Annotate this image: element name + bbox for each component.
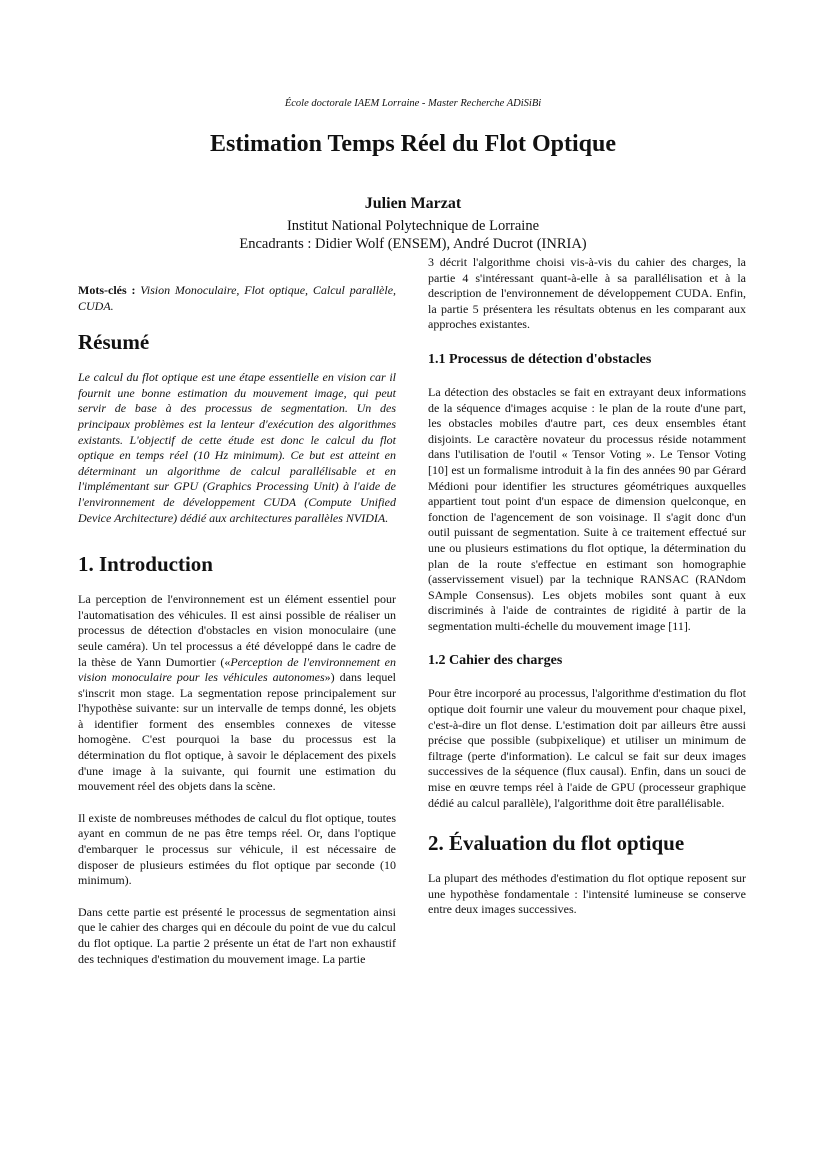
intro-p1-start: La perception de l'environnement est un élément essentiel pour l'automatisation des véhicules. Il est ainsi possible de réaliser un processus de détection d'obstacles en vision monoculaire (une seule caméra). Un tel processus a été développé dans le cadre de la thèse de Yann Dumortier (« (78, 592, 396, 669)
page-title: Estimation Temps Réel du Flot Optique (209, 131, 617, 157)
heading-resume: Résumé (78, 330, 150, 355)
keywords-text: Vision Monoculaire, Flot optique, Calcul parallèle, CUDA. (78, 283, 397, 313)
section-1-2-text: Pour être incorporé au processus, l'algorithme d'estimation du flot optique doit fournir une valeur du mouvement pour chaque pixel, c'est-à-dire un flot dense. L'estimation doit par ailleurs être aussi précise que possible (subpixelique) et utiliser un minimum de filtrage (perte d'information). Le calcul se fait sur deux images successives de la séquence (flux causal). Enfin, dans un souci de mise en œuvre temps réel à l'aide de GPU (processeur graphique dédié au calcul parallèle), l'algorithme doit être parallélisable. (428, 686, 746, 810)
intro-paragraph-3-end: 3 décrit l'algorithme choisi vis-à-vis du cahier des charges, la partie 4 s'intéressant quant-à-elle à sa parallélisation et à la description de l'environnement de développement CUDA. Enfin, la partie 5 présentera les résultats obtenus en les comparant aux approches existantes. (428, 255, 746, 332)
intro-paragraph-2: Il existe de nombreuses méthodes de calcul du flot optique, toutes ayant en commun de ne pas être temps réel. Or, dans l'optique d'embarquer le processus sur véhicule, il est nécessaire de disposer de plusieurs estimées du flot optique par seconde (10 minimum). (78, 810, 396, 888)
author-name: Julien Marzat (364, 195, 462, 212)
intro-p1-thesis-title: Perception de l'environnement en vision monoculaire pour les véhicules autonomes (78, 654, 396, 685)
section-2-text: La plupart des méthodes d'estimation du flot optique reposent sur une hypothèse fondamentale : l'intensité lumineuse se conserve entre deux images successives. (428, 871, 746, 917)
left-column (78, 283, 396, 983)
heading-section-1-2: 1.2 Cahier des charges (428, 653, 563, 669)
intro-p1-end: ») dans lequel s'inscrit mon stage. La segmentation repose principalement sur l'hypothèse suivante: sur un intervalle de temps donné, les objets à identifier forment des ensembles connexes de vitesse homogène. C'est pourquoi la base du processus est la détermination du flot optique, à savoir le déplacement des pixels d'une image à la suivante, qui fournit une estimation du mouvement réel des objets dans la scène. (78, 670, 397, 794)
author-affiliation: Institut National Polytechnique de Lorraine (286, 218, 540, 234)
supervisors-line: Encadrants : Didier Wolf (ENSEM), André Ducrot (INRIA) (239, 236, 587, 252)
heading-section-1-1: 1.1 Processus de détection d'obstacles (428, 351, 652, 367)
heading-section-2: 2. Évaluation du flot optique (428, 831, 685, 856)
keywords (78, 283, 396, 314)
heading-introduction: 1. Introduction (78, 552, 213, 577)
keywords-label: Mots-clés : (78, 283, 136, 297)
section-1-1-text: La détection des obstacles se fait en extrayant deux informations de la séquence d'images acquise : le plan de la route d'une part, les obstacles mobiles d'autre part, ces deux ensembles étant disjoints. Le caractère novateur du processus réside notamment dans l'utilisation de l'outil « Tensor Voting ». Le Tensor Voting [10] est un formalisme introduit à la fin des années 90 par Gérard Médioni pour identifier les structures géométriques auxquelles appartient tout point d'un espace de dimension quelconque, en fonction de l'agencement de son voisinage. Il s'agit donc d'un outil puissant de segmentation. Suite à ce traitement effectué sur une ou plusieurs estimations du flot optique, la détermination du plan de la route s'effectue en estimant son homographie (asservissement visuel) par la technique RANSAC (RANdom SAmple Consensus). Les objets mobiles sont quant à eux discriminés à l'aide de contraintes de rigidité à partir de la segmentation multi-échelle du mouvement image [11]. (428, 384, 746, 633)
header-note: École doctorale IAEM Lorraine - Master Recherche ADiSiBi (284, 98, 542, 109)
right-column (428, 255, 746, 934)
intro-paragraph-1 (78, 592, 396, 795)
abstract-text: Le calcul du flot optique est une étape essentielle en vision car il fournit une bonne estimation du mouvement image, qui peut servir de base à des processus de segmentation. Un des principaux problèmes est la lenteur d'exécution des algorithmes existants. L'objectif de cette étude est donc le calcul du flot optique en temps réel (10 Hz minimum). Ce but est atteint en déterminant un algorithme de calcul parallélisable et en l'implémentant sur GPU (Graphics Processing Unit) à l'aide de l'environnement de développement CUDA (Compute Unified Device Architecture) dédié aux architectures parallèles NVIDIA. (78, 370, 396, 525)
intro-paragraph-3-start: Dans cette partie est présenté le processus de segmentation ainsi que le cahier des charges qui en découle du point de vue du calcul du flot optique. La partie 2 présente un état de l'art non exhaustif des techniques d'estimation du mouvement image. La partie (78, 904, 396, 966)
